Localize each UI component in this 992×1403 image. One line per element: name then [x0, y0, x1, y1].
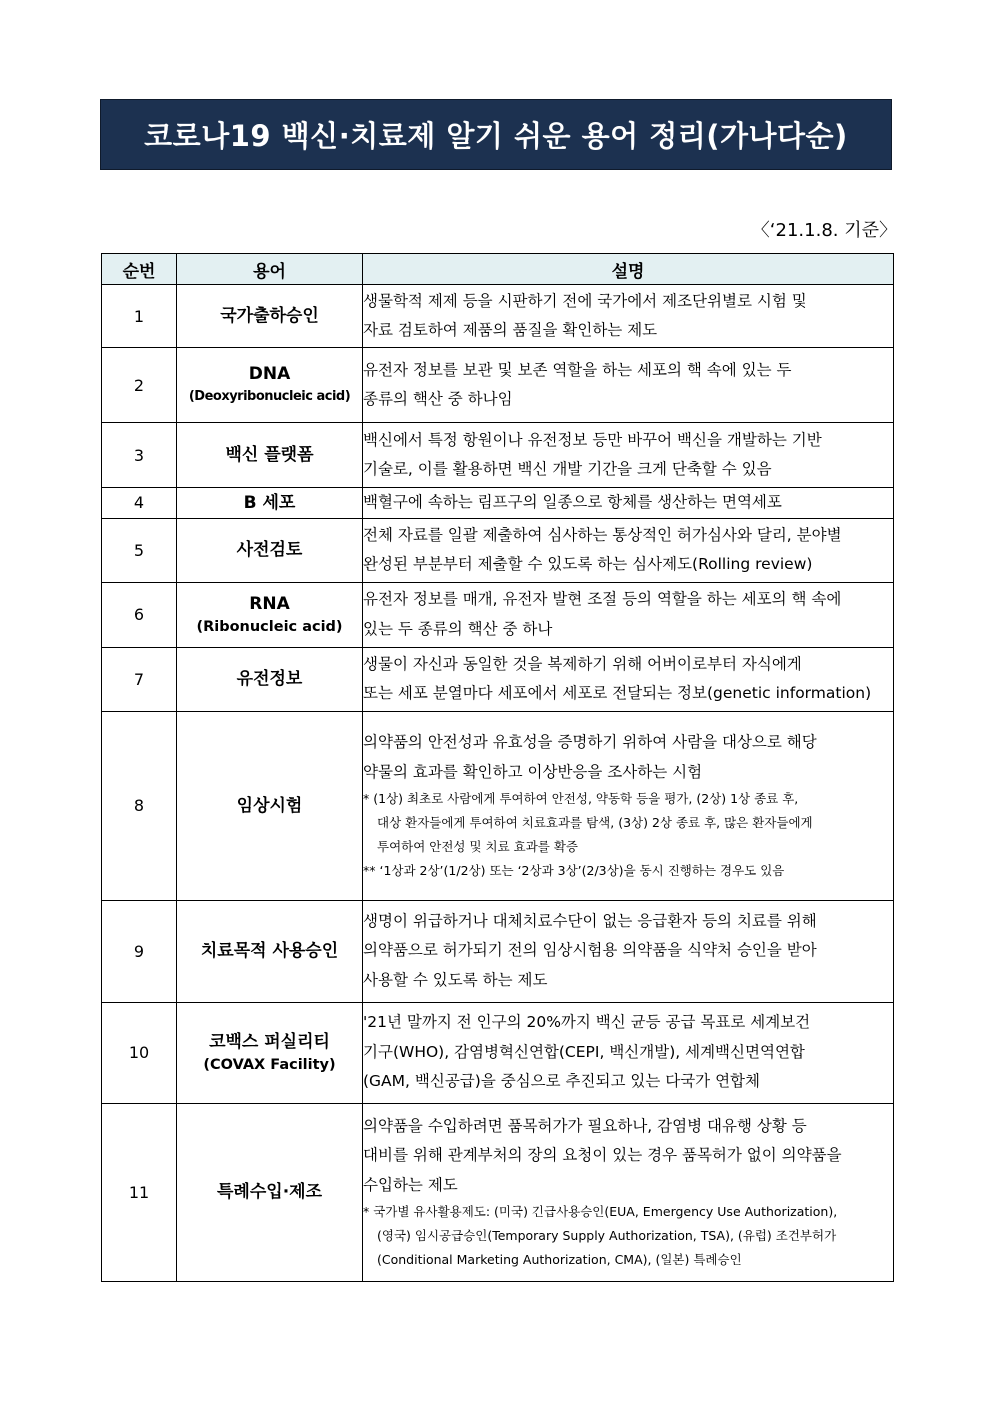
description-line: 또는 세포 분열마다 세포에서 세포로 전달되는 정보(genetic information) [363, 684, 872, 702]
description-line: 생물이 자신과 동일한 것을 복제하기 위해 어버이로부터 자식에게 [363, 654, 802, 673]
term-name: 코백스 퍼실리티 [209, 1031, 330, 1052]
document-title-banner [100, 99, 892, 170]
description-cell [363, 518, 894, 582]
table-header-row [102, 254, 894, 285]
term-english-name: (COVAX Facility) [203, 1056, 336, 1073]
term-cell [177, 518, 363, 582]
description-line: (GAM, 백신공급)을 중심으로 추진되고 있는 다국가 연합체 [363, 1072, 761, 1091]
row-number: 2 [102, 348, 177, 423]
description-footnote: (영국) 임시공급승인(Temporary Supply Authorization, TSA), (유럽) 조건부허가 [377, 1228, 837, 1244]
reference-date: 〈‘21.1.8. 기준〉 [751, 220, 897, 241]
table-row [102, 582, 894, 647]
description-line: 유전자 정보를 매개, 유전자 발현 조절 등의 역할을 하는 세포의 핵 속에 [363, 590, 842, 608]
description-footnote: (Conditional Marketing Authorization, CMA), (일본) 특례승인 [377, 1252, 742, 1268]
description-line: 수입하는 제도 [363, 1175, 458, 1194]
description-line: 기술로, 이를 활용하면 백신 개발 기간을 크게 단축할 수 있음 [363, 460, 772, 478]
table-row [102, 900, 894, 1002]
row-number: 8 [102, 711, 177, 900]
description-line: 약물의 효과를 확인하고 이상반응을 조사하는 시험 [363, 762, 703, 781]
table-row [102, 488, 894, 519]
row-number: 7 [102, 647, 177, 711]
description-footnote: ** ‘1상과 2상’(1/2상) 또는 ‘2상과 3상’(2/3상)을 동시 진행하는 경우도 있음 [363, 863, 785, 878]
term-cell [177, 488, 363, 519]
table-row [102, 711, 894, 900]
row-number: 9 [102, 900, 177, 1002]
term-cell [177, 900, 363, 1002]
header-number: 순번 [102, 254, 177, 285]
row-number: 5 [102, 518, 177, 582]
description-cell [363, 582, 894, 647]
term-english-name: (Deoxyribonucleic acid) [188, 389, 351, 404]
term-name: 특례수입·제조 [217, 1182, 322, 1202]
description-cell [363, 1103, 894, 1281]
document-title: 코로나19 백신·치료제 알기 쉬운 용어 정리(가나다순) [144, 119, 848, 153]
term-cell [177, 647, 363, 711]
term-name: 임상시험 [236, 795, 303, 816]
description-line: 완성된 부분부터 제출할 수 있도록 하는 심사제도(Rolling review) [363, 555, 813, 573]
description-cell [363, 285, 894, 348]
row-number: 11 [102, 1103, 177, 1281]
term-cell [177, 582, 363, 647]
table-row [102, 518, 894, 582]
description-cell [363, 711, 894, 900]
description-cell [363, 423, 894, 488]
term-cell [177, 348, 363, 423]
term-english-name: (Ribonucleic acid) [196, 618, 343, 635]
row-number: 3 [102, 423, 177, 488]
description-line: 자료 검토하여 제품의 품질을 확인하는 제도 [363, 321, 658, 339]
description-line: 생물학적 제제 등을 시판하기 전에 국가에서 제조단위별로 시험 및 [363, 291, 807, 310]
description-cell [363, 348, 894, 423]
term-cell [177, 711, 363, 900]
description-footnote: 투여하여 안전성 및 치료 효과를 확증 [377, 839, 578, 854]
description-line: 있는 두 종류의 핵산 중 하나 [363, 619, 553, 638]
description-footnote: * 국가별 유사활용제도: (미국) 긴급사용승인(EUA, Emergency Use Authorization), [363, 1204, 838, 1220]
table-row [102, 1103, 894, 1281]
table-row [102, 423, 894, 488]
description-cell [363, 488, 894, 519]
term-cell [177, 1103, 363, 1281]
table-row [102, 348, 894, 423]
description-line: 의약품의 안전성과 유효성을 증명하기 위하여 사람을 대상으로 해당 [363, 733, 817, 751]
description-line: 백신에서 특정 항원이나 유전정보 등만 바꾸어 백신을 개발하는 기반 [363, 430, 822, 449]
term-name: 백신 플랫폼 [225, 445, 314, 465]
table-row [102, 647, 894, 711]
header-term: 용어 [177, 254, 363, 285]
description-line: 의약품으로 허가되기 전의 임상시험용 의약품을 식약처 승인을 받아 [363, 941, 817, 960]
table-row [102, 285, 894, 348]
row-number: 4 [102, 488, 177, 519]
row-number: 6 [102, 582, 177, 647]
term-cell [177, 1002, 363, 1103]
description-cell [363, 900, 894, 1002]
description-line: 백혈구에 속하는 림프구의 일종으로 항체를 생산하는 면역세포 [363, 493, 782, 511]
term-name: 국가출하승인 [220, 306, 319, 326]
term-name: DNA [248, 364, 291, 384]
term-cell [177, 423, 363, 488]
description-line: 기구(WHO), 감염병혁신연합(CEPI, 백신개발), 세계백신면역연합 [363, 1042, 805, 1061]
term-cell [177, 285, 363, 348]
description-line: 전체 자료를 일괄 제출하여 심사하는 통상적인 허가심사와 달리, 분야별 [363, 525, 842, 544]
row-number: 10 [102, 1002, 177, 1103]
header-description: 설명 [363, 254, 894, 285]
description-line: 생명이 위급하거나 대체치료수단이 없는 응급환자 등의 치료를 위해 [363, 911, 817, 930]
term-name: 사전검토 [236, 540, 303, 560]
glossary-table [101, 253, 894, 1282]
description-line: 의약품을 수입하려면 품목허가가 필요하나, 감염병 대유행 상황 등 [363, 1116, 807, 1135]
description-cell [363, 647, 894, 711]
term-name: B 세포 [243, 492, 296, 513]
description-line: 사용할 수 있도록 하는 제도 [363, 970, 548, 989]
description-cell [363, 1002, 894, 1103]
description-line: 종류의 핵산 중 하나임 [363, 390, 513, 408]
description-footnote: 대상 환자들에게 투여하여 치료효과를 탐색, (3상) 2상 종료 후, 많은 환자들에게 [377, 815, 813, 830]
description-footnote: * (1상) 최초로 사람에게 투여하여 안전성, 약동학 등을 평가, (2상) 1상 종료 후, [363, 791, 799, 806]
term-name: 유전정보 [236, 669, 303, 689]
description-line: '21년 말까지 전 인구의 20%까지 백신 균등 공급 목표로 세계보건 [363, 1013, 811, 1032]
description-line: 유전자 정보를 보관 및 보존 역할을 하는 세포의 핵 속에 있는 두 [363, 360, 792, 379]
row-number: 1 [102, 285, 177, 348]
term-name: RNA [249, 593, 290, 614]
description-line: 대비를 위해 관계부처의 장의 요청이 있는 경우 품목허가 없이 의약품을 [363, 1146, 842, 1165]
term-name: 치료목적 사용승인 [200, 941, 339, 961]
table-row [102, 1002, 894, 1103]
